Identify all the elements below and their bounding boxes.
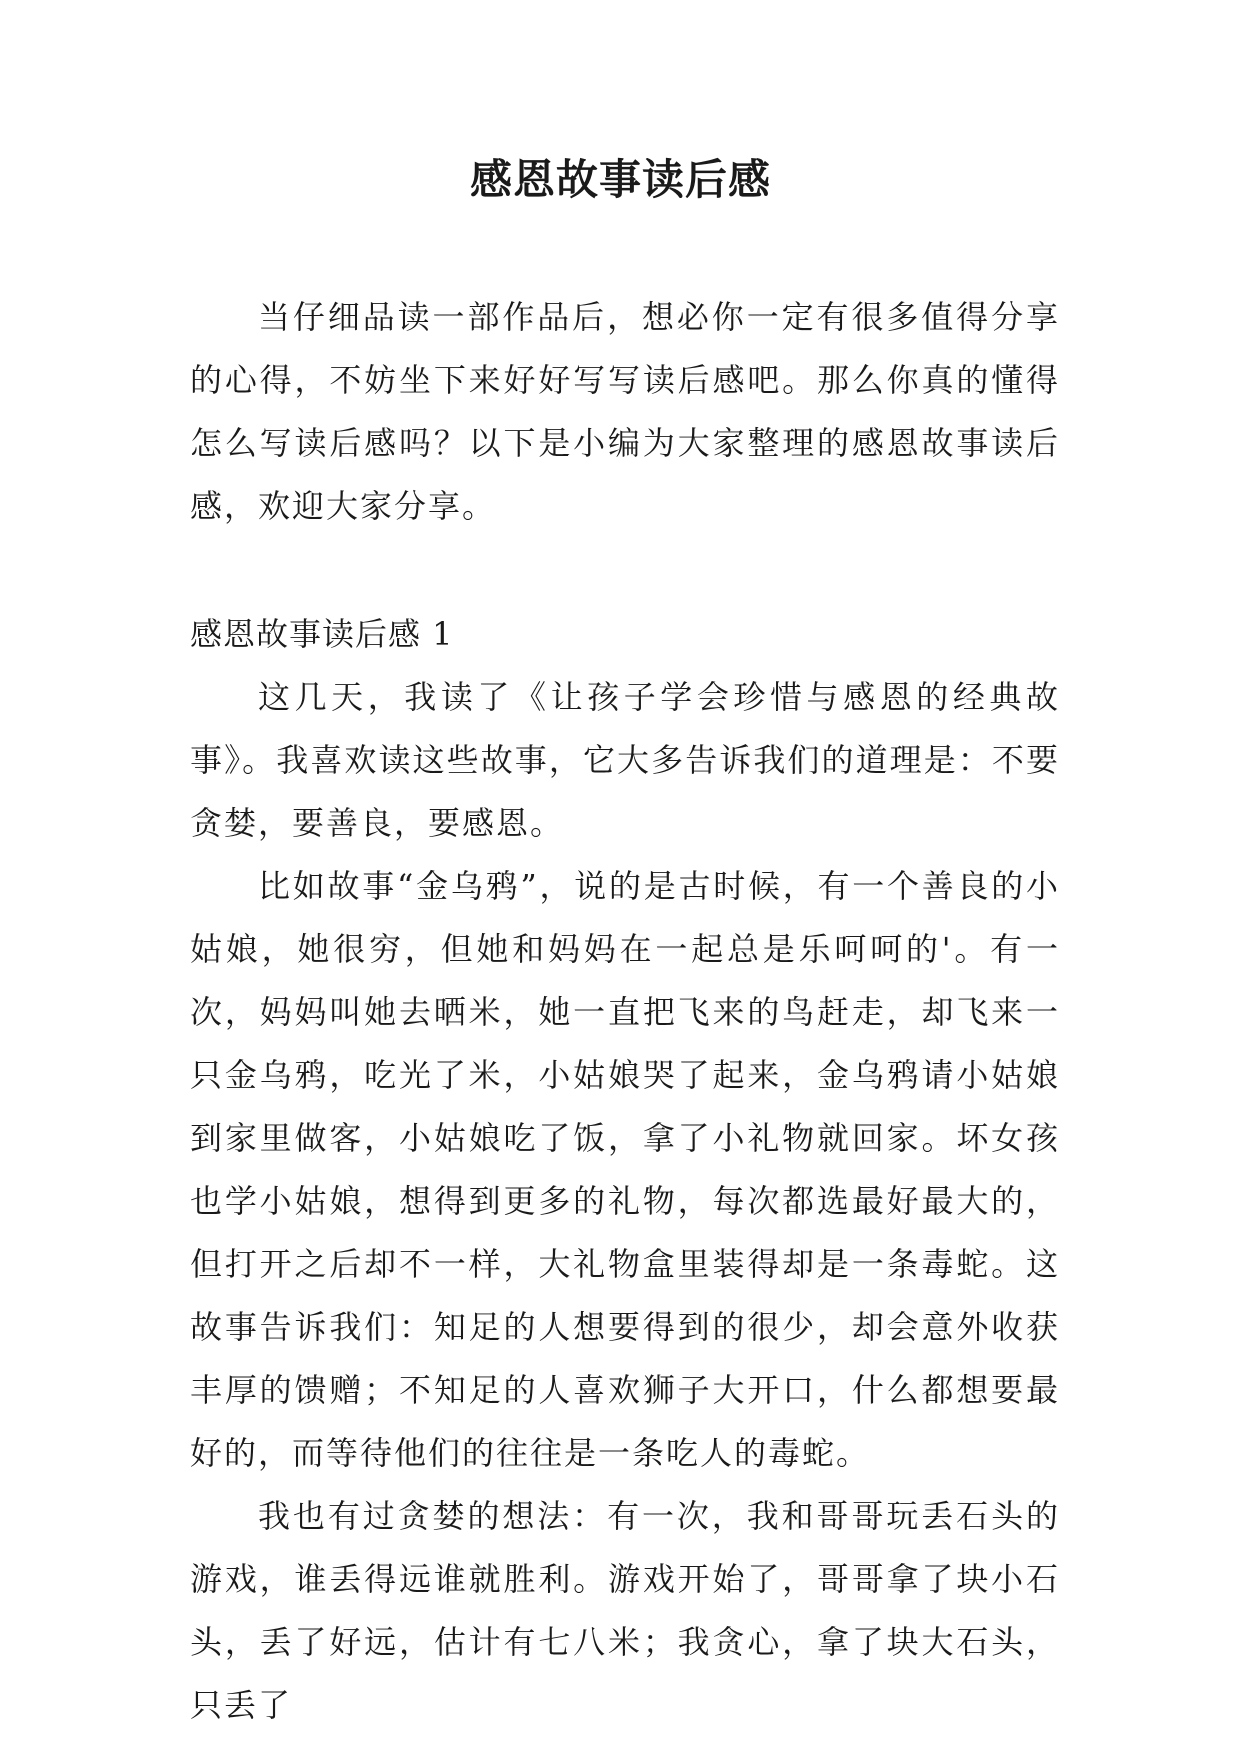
section-heading: 感恩故事读后感 1 <box>190 615 454 653</box>
document-body <box>190 286 1060 1737</box>
body-paragraph-3: 我也有过贪婪的想法：有一次，我和哥哥玩丢石头的游戏，谁丢得远谁就胜利。游戏开始了，哥哥拿了块小石头，丢了好远，估计有七八米；我贪心，拿了块大石头，只丢了 <box>190 1497 1060 1724</box>
body-paragraph-2: 比如故事“金乌鸦”，说的是古时候，有一个善良的小姑娘，她很穷，但她和妈妈在一起总是乐呵呵的'。有一次，妈妈叫她去晒米，她一直把飞来的鸟赶走，却飞来一只金乌鸦，吃光了米，小姑娘哭了起来，金乌鸦请小姑娘到家里做客，小姑娘吃了饭，拿了小礼物就回家。坏女孩也学小姑娘，想得到更多的礼物，每次都选最好最大的，但打开之后却不一样，大礼物盒里装得却是一条毒蛇。这故事告诉我们：知足的人想要得到的很少，却会意外收获丰厚的馈赠；不知足的人喜欢狮子大开口，什么都想要最好的，而等待他们的往往是一条吃人的毒蛇。 <box>190 867 1060 1472</box>
body-paragraph-1: 这几天，我读了《让孩子学会珍惜与感恩的经典故事》。我喜欢读这些故事，它大多告诉我们的道理是：不要贪婪，要善良，要感恩。 <box>190 678 1060 842</box>
intro-paragraph: 当仔细品读一部作品后，想必你一定有很多值得分享的心得，不妨坐下来好好写写读后感吧。那么你真的懂得怎么写读后感吗？以下是小编为大家整理的感恩故事读后感，欢迎大家分享。 <box>190 298 1060 525</box>
document-title: 感恩故事读后感 <box>469 155 771 204</box>
